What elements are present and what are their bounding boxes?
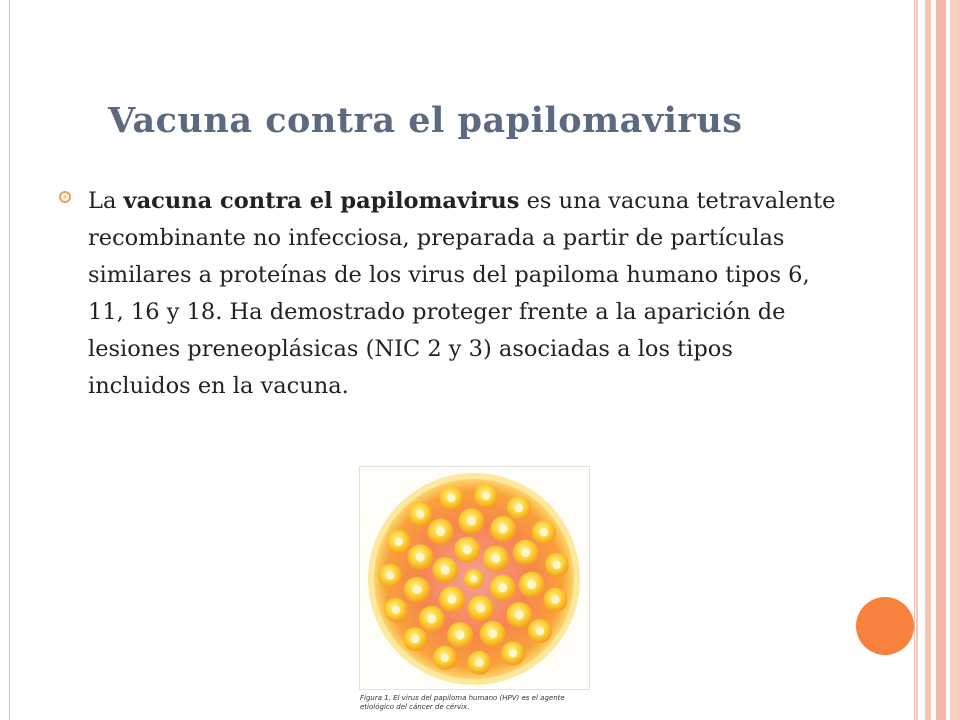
capsomere-center <box>515 611 524 620</box>
capsomere-center <box>427 614 436 623</box>
hpv-virus-illustration <box>360 467 589 689</box>
capsomere-center <box>515 504 523 512</box>
capsomere-center <box>476 604 485 613</box>
capsomere-center <box>492 554 501 563</box>
bullet-item <box>58 183 838 405</box>
capsomere-center <box>498 583 507 592</box>
capsomere-center <box>482 492 490 500</box>
capsomere-center <box>553 561 561 569</box>
capsomere-center <box>436 527 445 536</box>
capsomere-center <box>416 553 425 562</box>
capsomere-center <box>386 571 394 579</box>
slide-title: Vacuna contra el papilomavirus <box>108 100 743 141</box>
capsomere-center <box>447 494 455 502</box>
capsomere-center <box>471 576 478 583</box>
figure-caption: Figura 1. El virus del papiloma humano (HPV) es el agente etiológico del cáncer de cérvix. <box>360 694 565 711</box>
capsomere-center <box>536 627 544 635</box>
capsomere-center <box>463 545 472 554</box>
capsomere-center <box>499 524 508 533</box>
capsomere-center <box>416 510 424 518</box>
capsomere-center <box>521 548 530 557</box>
capsomere-center <box>395 538 403 546</box>
bullet-text <box>88 183 838 405</box>
capsomere-center <box>467 517 476 526</box>
capsomere-center <box>413 585 422 594</box>
capsomere-center <box>488 629 497 638</box>
capsomere-center <box>551 596 559 604</box>
capsomere-center <box>456 631 465 640</box>
capsomere-center <box>411 635 419 643</box>
capsomere-center <box>475 659 483 667</box>
capsomere-center <box>509 649 517 657</box>
circle-bullet-icon <box>58 183 88 208</box>
capsomere-center <box>441 654 449 662</box>
capsomere-center <box>392 606 400 614</box>
bullet-rest: es una vacuna tetravalente recombinante no infecciosa, preparada a partir de partículas similares a proteínas de los virus del papiloma humano tipos 6, 11, 16 y 18. Ha demostrado proteger frente a la aparición de lesiones preneoplásicas (NIC 2 y 3) asociadas a los tipos incluidos en la vacuna. <box>88 188 836 399</box>
capsomere-center <box>448 595 457 604</box>
capsomere-center <box>540 528 548 536</box>
bullet-prefix: La <box>88 188 124 214</box>
decorative-stripes <box>916 0 960 720</box>
orange-circle-decoration <box>856 597 914 655</box>
capsomere-center <box>527 580 536 589</box>
capsomere-center <box>441 566 450 575</box>
hpv-virus-image <box>359 466 590 690</box>
bullet-bold-term: vacuna contra el papilomavirus <box>123 188 520 214</box>
